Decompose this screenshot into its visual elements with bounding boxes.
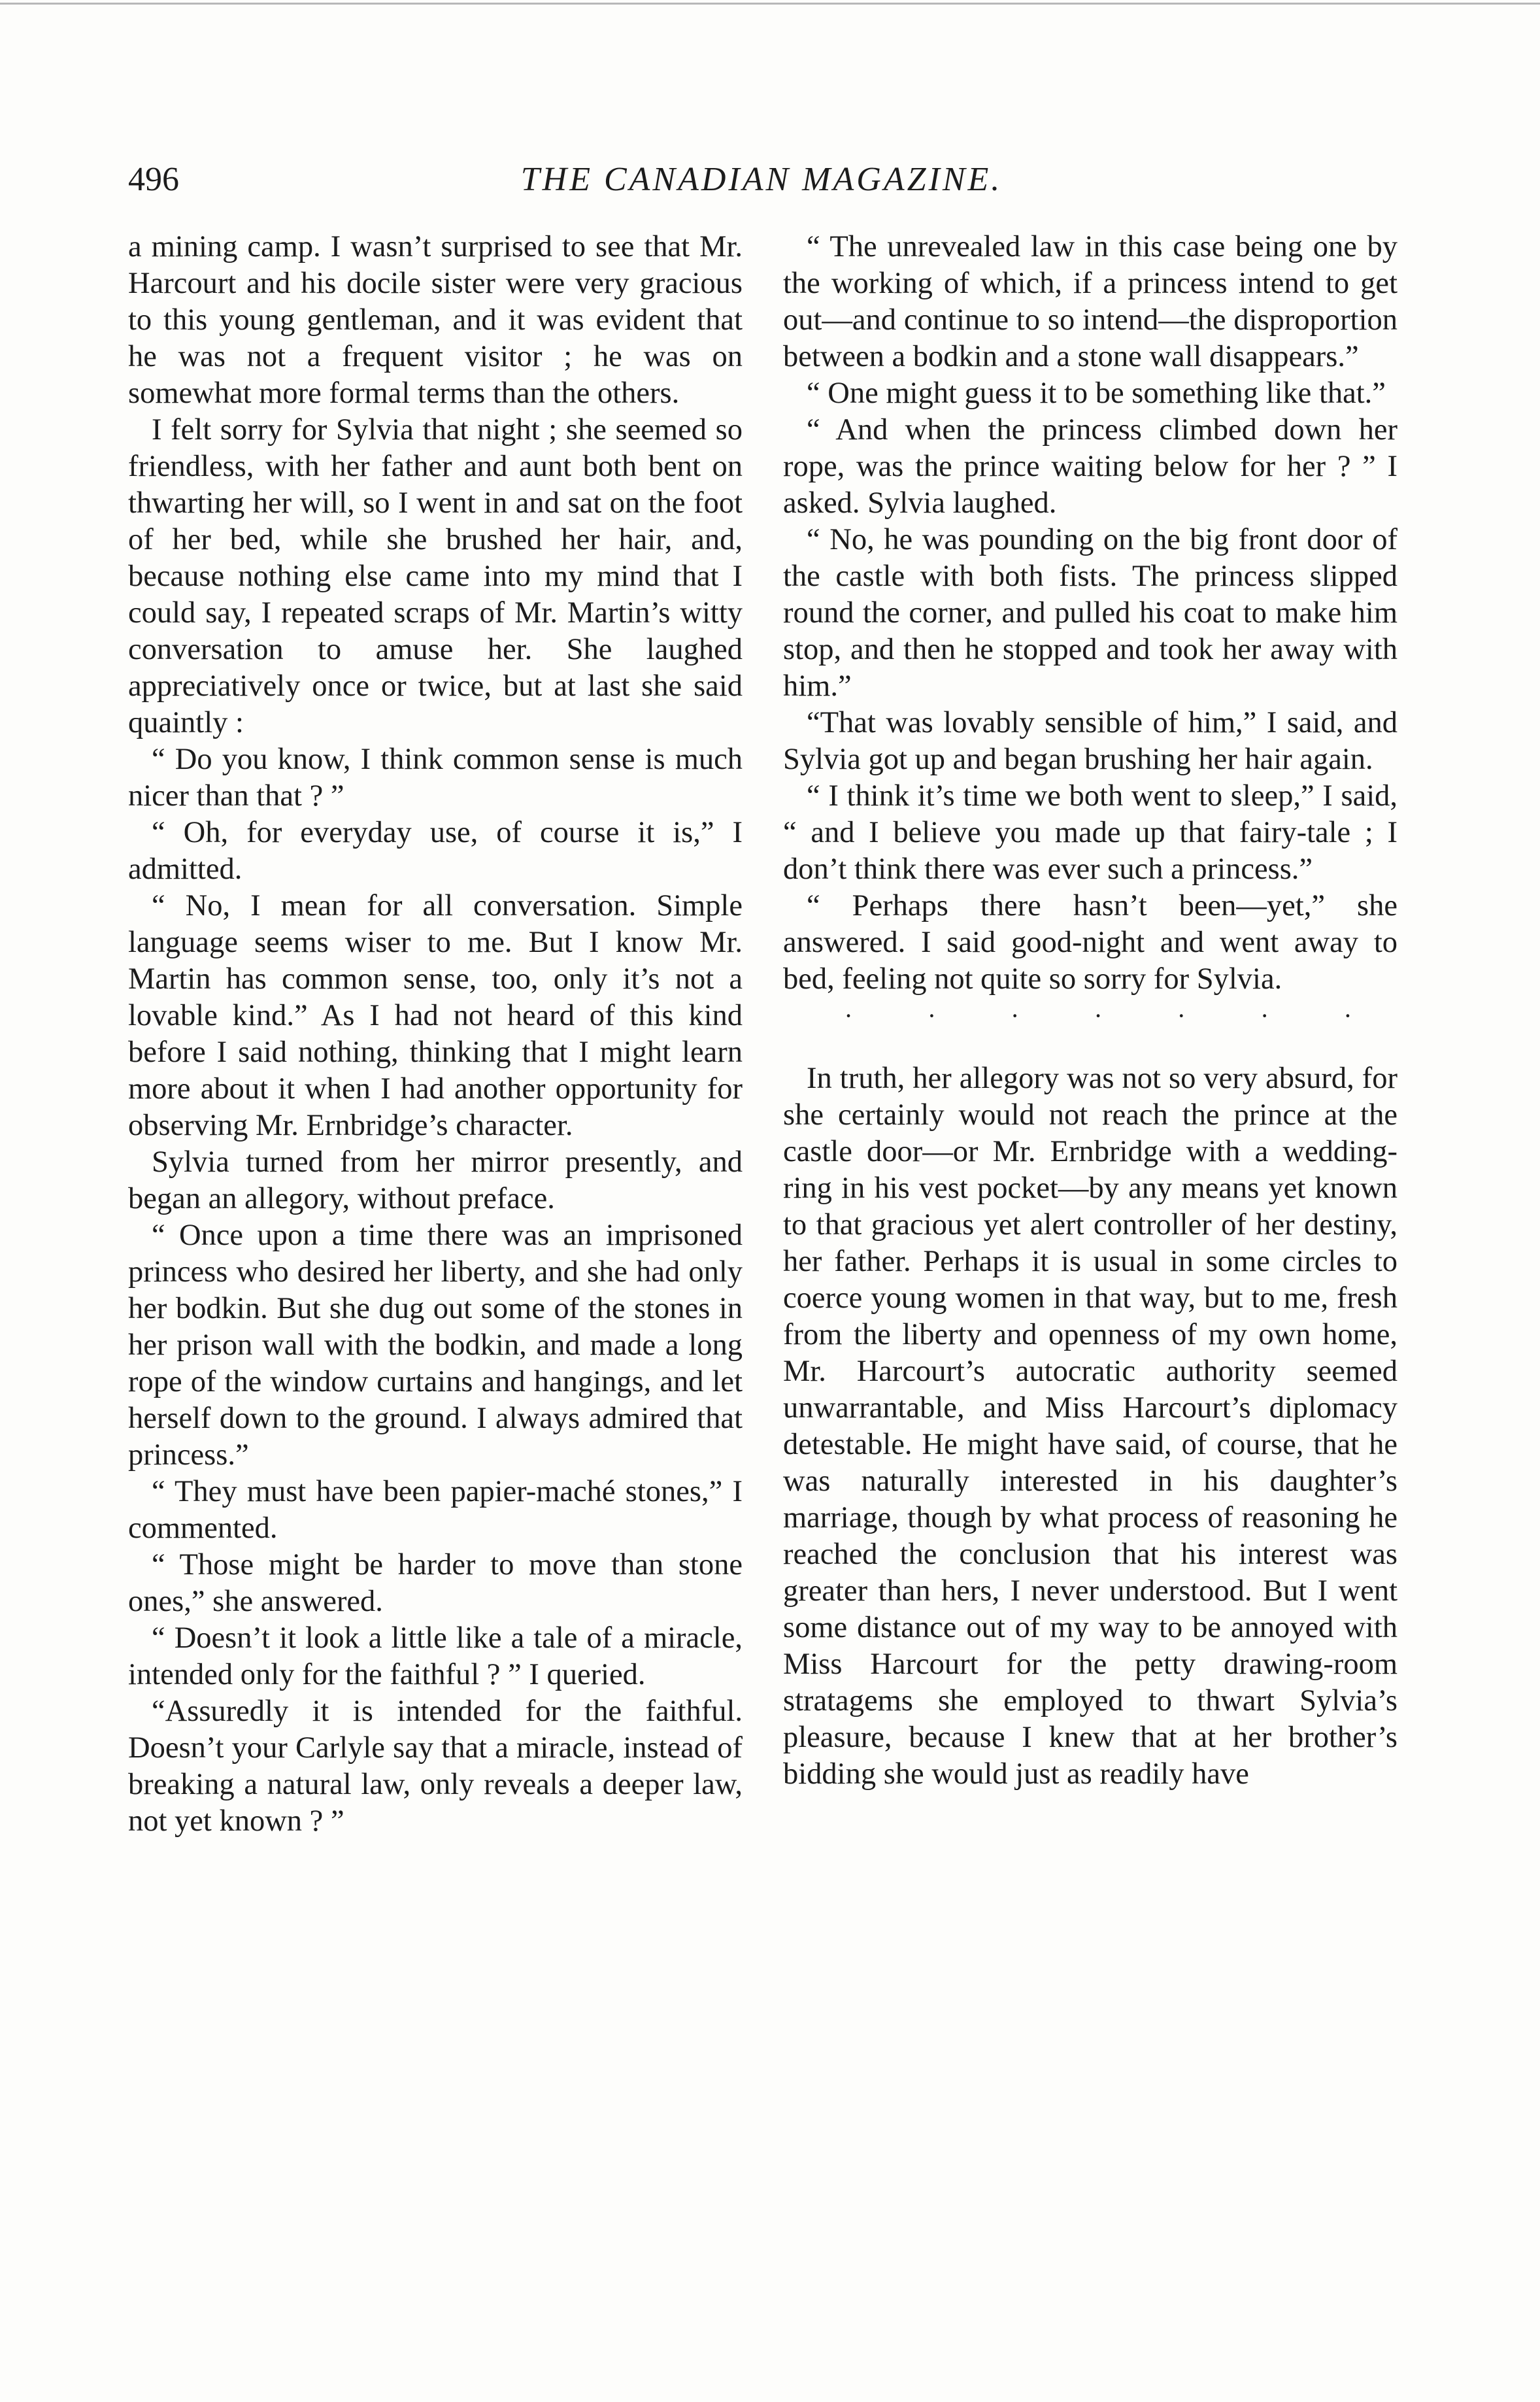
page-header <box>128 157 1395 203</box>
paragraph: “ Those might be harder to move than stone ones,” she answered. <box>128 1548 743 1618</box>
paragraph: In truth, her allegory was not so very absurd, for she certainly would not reach the prince at the castle door—or Mr. Ernbridge with a wedding-ring in his vest pocket—by any means yet known to that gracious yet alert controller of her destiny, her father. Perhaps it is usual in some circles to coerce young women in that way, but to me, fresh from the liberty and openness of my own home, Mr. Harcourt’s autocratic authority seemed unwarrantable, and Miss Harcourt’s diplomacy detestable. He might have said, of course, that he was naturally interested in his daughter’s marriage, though by what process of reasoning he reached the conclusion that his interest was greater than hers, I never understood. But I went some distance out of my way to be annoyed with Miss Harcourt for the petty drawing-room stratagems she employed to thwart Sylvia’s pleasure, because I knew that at her brother’s bidding she would just as readily have <box>783 1062 1398 1791</box>
left-column <box>128 229 743 1840</box>
paragraph: “ Once upon a time there was an imprisoned princess who desired her liberty, and she had only her bodkin. But she dug out some of the stones in her prison wall with the bodkin, and made a long rope of the window curtains and hangings, and let herself down to the ground. I always admired that princess.” <box>128 1219 743 1472</box>
paragraph: “ I think it’s time we both went to sleep,” I said, “ and I believe you made up that fairy-tale ; I don’t think there was ever such a princess.” <box>783 779 1398 886</box>
paragraph: “ One might guess it to be something like that.” <box>807 377 1386 410</box>
top-rule <box>0 3 1540 5</box>
right-column <box>783 229 1398 1793</box>
running-title: THE CANADIAN MAGAZINE. <box>520 161 1003 198</box>
paragraph: “ Perhaps there hasn’t been—yet,” she answered. I said good-night and went away to bed, feeling not quite so sorry for Sylvia. <box>783 889 1398 996</box>
paragraph: “ The unrevealed law in this case being one by the working of which, if a princess intend to get out—and continue to so intend—the disproportion between a bodkin and a stone wall disappears.” <box>783 230 1398 373</box>
paragraph: a mining camp. I wasn’t surprised to see that Mr. Harcourt and his docile sister were very gracious to this young gentleman, and it was evident that he was not a frequent visitor ; he was on somewhat more formal terms than the others. <box>128 230 743 410</box>
section-break-dots: · · · · · · · <box>844 1001 1386 1030</box>
paragraph: “ Doesn’t it look a little like a tale of a miracle, intended only for the faithful ? ” I queried. <box>128 1621 743 1691</box>
paragraph: Sylvia turned from her mirror presently, and began an allegory, without preface. <box>128 1145 743 1215</box>
paragraph: “ Oh, for everyday use, of course it is,” I admitted. <box>128 816 743 886</box>
paragraph: “ They must have been papier-maché stones,” I commented. <box>128 1475 743 1545</box>
paragraph: “Assuredly it is intended for the faithful. Doesn’t your Carlyle say that a miracle, instead of breaking a natural law, only reveals a deeper law, not yet known ? ” <box>128 1695 743 1838</box>
page-number: 496 <box>128 161 179 198</box>
paragraph: “ No, he was pounding on the big front door of the castle with both fists. The princess slipped round the corner, and pulled his coat to make him stop, and then he stopped and took her away with him.” <box>783 523 1398 703</box>
paragraph: “ And when the princess climbed down her rope, was the prince waiting below for her ? ” I asked. Sylvia laughed. <box>783 413 1398 520</box>
paragraph: I felt sorry for Sylvia that night ; she seemed so friendless, with her father and aunt both bent on thwarting her will, so I went in and sat on the foot of her bed, while she brushed her hair, and, because nothing else came into my mind that I could say, I repeated scraps of Mr. Martin’s witty conversation to amuse her. She laughed appreciatively once or twice, but at last she said quaintly : <box>128 413 743 739</box>
paragraph: “That was lovably sensible of him,” I said, and Sylvia got up and began brushing her hair again. <box>783 706 1398 776</box>
paragraph: “ No, I mean for all conversation. Simple language seems wiser to me. But I know Mr. Martin has common sense, too, only it’s not a lovable kind.” As I had not heard of this kind before I said nothing, thinking that I might learn more about it when I had another opportunity for observing Mr. Ernbridge’s character. <box>128 889 743 1142</box>
paragraph: “ Do you know, I think common sense is much nicer than that ? ” <box>128 743 743 813</box>
